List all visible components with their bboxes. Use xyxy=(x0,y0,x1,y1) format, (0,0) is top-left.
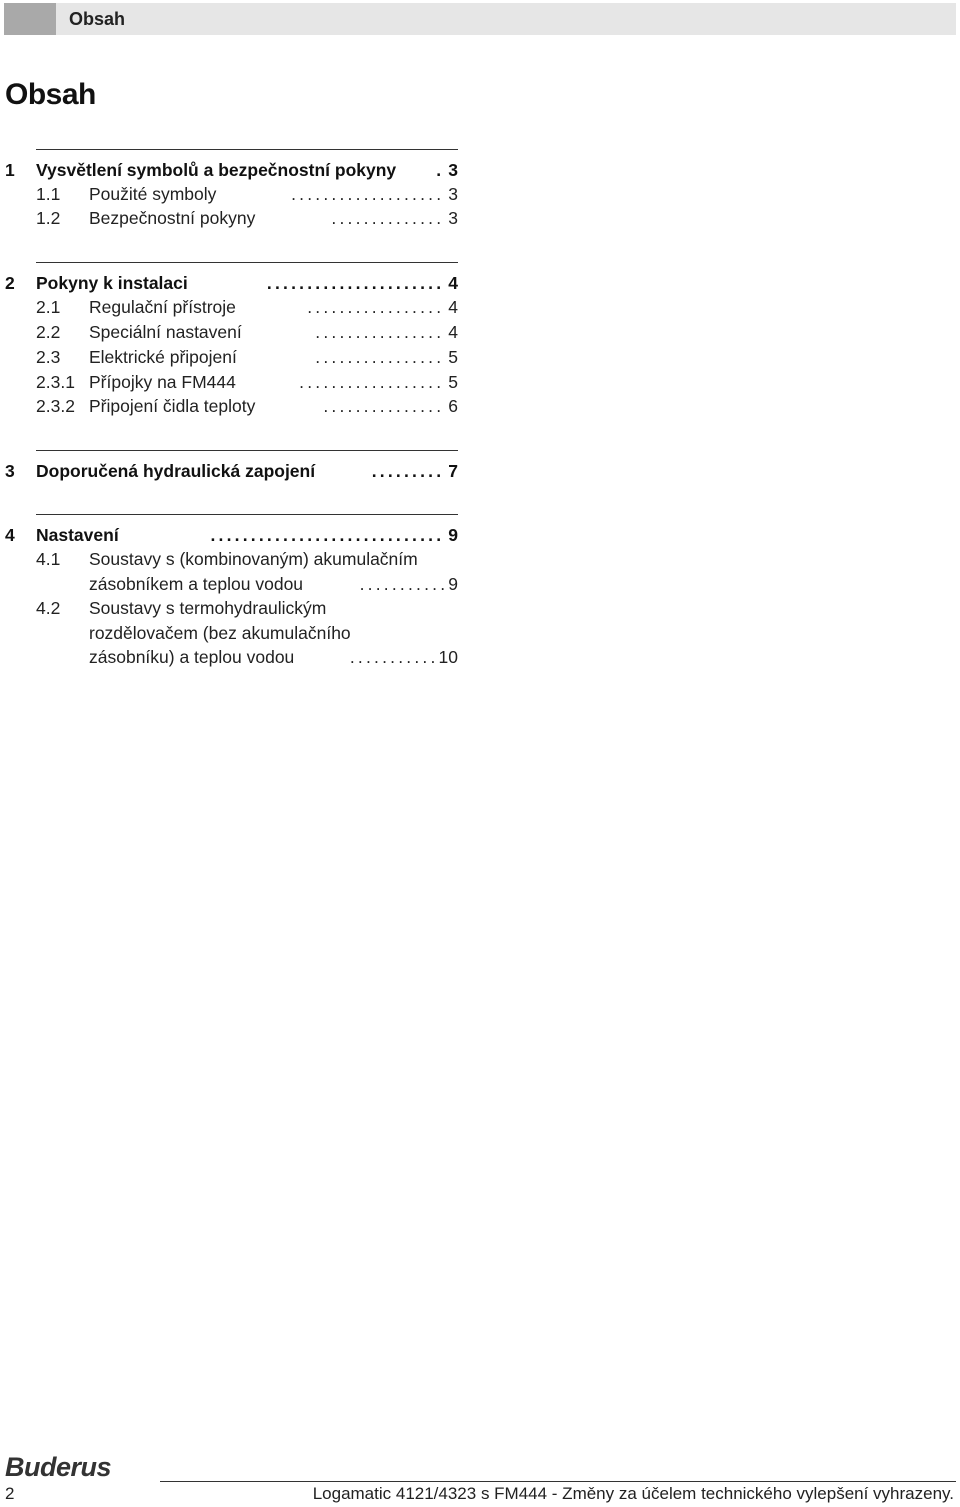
toc-number: 2.3.1 xyxy=(36,372,75,392)
toc-number: 1.1 xyxy=(36,184,61,204)
toc-page: 5 xyxy=(448,347,458,367)
toc-entry-1[interactable] xyxy=(5,158,458,182)
section-divider xyxy=(36,262,458,263)
toc-page: 7 xyxy=(448,461,458,481)
toc-entry-4-1[interactable] xyxy=(5,547,458,571)
toc-number: 1 xyxy=(5,160,15,180)
toc-leader: ................... xyxy=(291,184,445,204)
toc-page: 5 xyxy=(448,372,458,392)
toc-leader: ........... xyxy=(359,574,449,594)
section-divider xyxy=(36,450,458,451)
toc-title: rozdělovačem (bez akumulačního xyxy=(89,623,351,643)
toc-title: Speciální nastavení xyxy=(89,322,242,342)
toc-leader: .............. xyxy=(331,208,445,228)
toc-title: Přípojky na FM444 xyxy=(89,372,236,392)
section-divider xyxy=(36,149,458,150)
toc-page: 6 xyxy=(448,396,458,416)
toc-title: Soustavy s (kombinovaným) akumulačním xyxy=(89,549,418,569)
toc-title: Nastavení xyxy=(36,525,119,545)
toc-entry-1-1[interactable] xyxy=(5,182,458,206)
toc-entry-4-1-cont[interactable] xyxy=(5,572,458,596)
toc-leader: ................ xyxy=(315,322,445,342)
toc-leader: ........... xyxy=(349,647,439,667)
footer-divider xyxy=(160,1481,956,1482)
toc-title: Vysvětlení symbolů a bezpečnostní pokyny xyxy=(36,160,397,180)
toc-entry-4-2-cont[interactable] xyxy=(5,621,458,645)
toc-page: 4 xyxy=(448,297,458,317)
toc-number: 4 xyxy=(5,525,15,545)
toc-entry-2-1[interactable] xyxy=(5,295,458,319)
toc-page: 10 xyxy=(438,647,458,667)
toc-page: 3 xyxy=(448,208,458,228)
toc-leader: ............... xyxy=(323,396,445,416)
toc-number: 2.2 xyxy=(36,322,61,342)
toc-page: 3 xyxy=(448,184,458,204)
toc-number: 1.2 xyxy=(36,208,61,228)
toc-entry-4[interactable] xyxy=(5,523,458,547)
toc-leader: ......... xyxy=(371,461,445,481)
toc-leader: ...................... xyxy=(266,273,445,293)
toc-leader: ................. xyxy=(307,297,445,317)
toc-entry-2[interactable] xyxy=(5,271,458,295)
toc-page: 4 xyxy=(448,273,458,293)
section-divider xyxy=(36,514,458,515)
toc-leader: ............................. xyxy=(210,525,445,545)
toc-number: 2.1 xyxy=(36,297,61,317)
toc-page: 9 xyxy=(448,574,458,594)
toc-title: Elektrické připojení xyxy=(89,347,237,367)
toc-leader: .................. xyxy=(299,372,445,392)
toc-leader: ................ xyxy=(315,347,445,367)
toc-title: Regulační přístroje xyxy=(89,297,236,317)
buderus-logo: Buderus xyxy=(5,1452,112,1482)
toc-entry-2-3-1[interactable] xyxy=(5,370,458,394)
toc-title: Připojení čidla teploty xyxy=(89,396,256,416)
toc-entry-1-2[interactable] xyxy=(5,206,458,230)
toc-leader: . xyxy=(436,160,445,180)
toc-number: 4.1 xyxy=(36,549,61,569)
footer-text: Logamatic 4121/4323 s FM444 - Změny za účelem technického vylepšení vyhrazeny. xyxy=(312,1484,954,1503)
toc-number: 2.3.2 xyxy=(36,396,75,416)
toc-entry-3[interactable] xyxy=(5,459,458,483)
header-bar xyxy=(4,3,956,35)
toc-title: Bezpečnostní pokyny xyxy=(89,208,256,228)
toc-title: Pokyny k instalaci xyxy=(36,273,188,293)
page-title: Obsah xyxy=(5,78,96,111)
toc-entry-4-2[interactable] xyxy=(5,596,458,620)
toc-page: 9 xyxy=(448,525,458,545)
toc-page: 3 xyxy=(448,160,458,180)
header-tab-marker xyxy=(4,3,56,35)
toc-entry-2-2[interactable] xyxy=(5,320,458,344)
toc-number: 2.3 xyxy=(36,347,61,367)
footer-page-number: 2 xyxy=(5,1484,15,1503)
toc-title: Použité symboly xyxy=(89,184,217,204)
toc-entry-4-2-cont[interactable] xyxy=(5,645,458,669)
toc-title: Soustavy s termohydraulickým xyxy=(89,598,327,618)
toc-number: 4.2 xyxy=(36,598,61,618)
toc-number: 2 xyxy=(5,273,15,293)
toc-number: 3 xyxy=(5,461,15,481)
toc-page: 4 xyxy=(448,322,458,342)
header-title: Obsah xyxy=(69,9,126,29)
toc-title: zásobníkem a teplou vodou xyxy=(89,574,304,594)
toc-entry-2-3[interactable] xyxy=(5,345,458,369)
toc-title: zásobníku) a teplou vodou xyxy=(89,647,295,667)
toc-entry-2-3-2[interactable] xyxy=(5,394,458,418)
toc-title: Doporučená hydraulická zapojení xyxy=(36,461,316,481)
